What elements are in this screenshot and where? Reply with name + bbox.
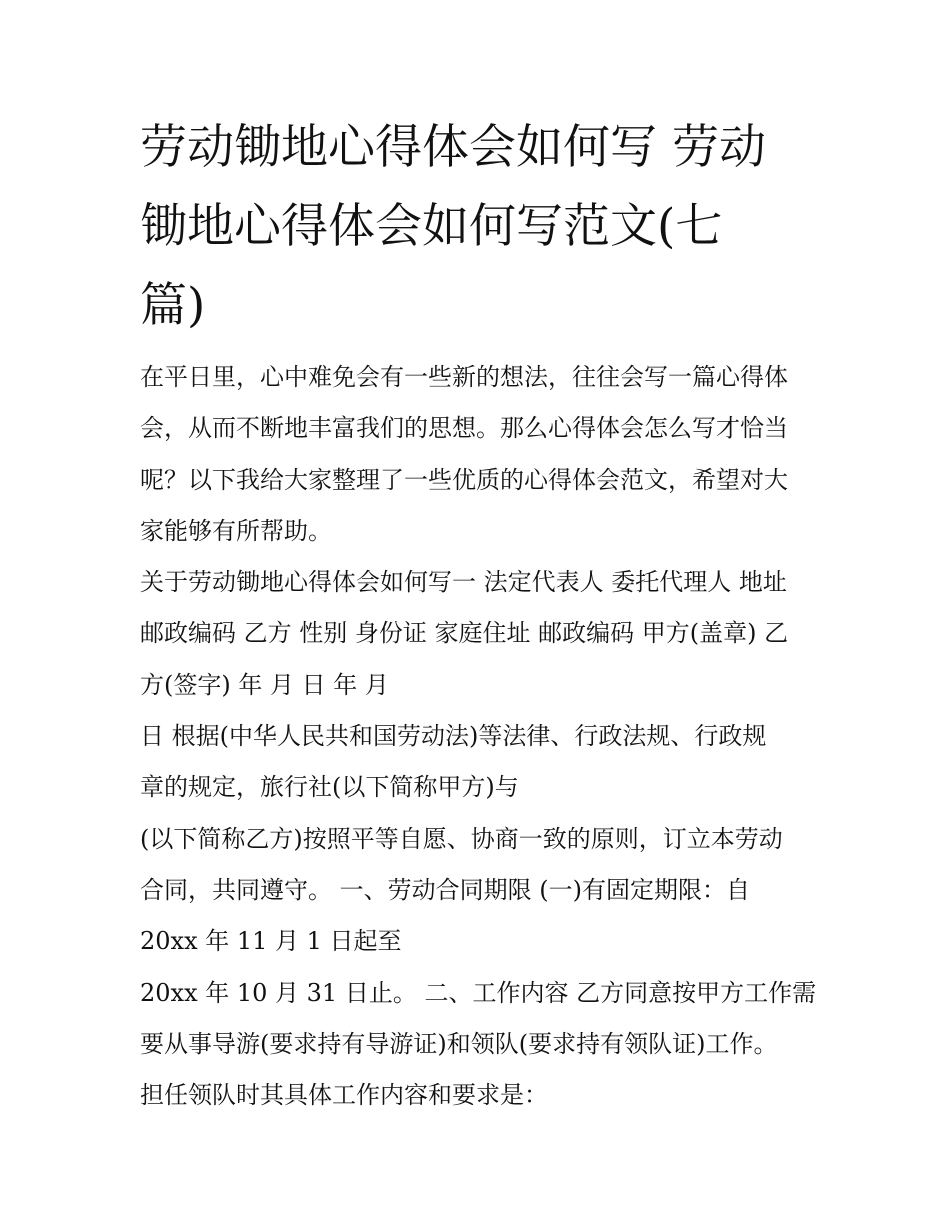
- title-line: 锄地心得体会如何写范文(七: [140, 199, 723, 254]
- document-body: [140, 352, 830, 1121]
- title-line: 劳动锄地心得体会如何写 劳动: [140, 120, 766, 175]
- body-line: 会，从而不断地丰富我们的思想。那么心得体会怎么写才恰当: [140, 414, 788, 443]
- body-line: 关于劳动锄地心得体会如何写一 法定代表人 委托代理人 地址: [140, 568, 787, 597]
- body-line: 20xx 年 10 月 31 日止。 二、工作内容 乙方同意按甲方工作需: [140, 978, 817, 1007]
- body-line: 在平日里，心中难免会有一些新的想法，往往会写一篇心得体: [140, 363, 788, 391]
- document-title: [140, 108, 820, 345]
- body-line: 20xx 年 11 月 1 日起至: [140, 927, 402, 956]
- body-line: 要从事导游(要求持有导游证)和领队(要求持有领队证)工作。: [140, 1029, 778, 1058]
- body-line: 呢？以下我给大家整理了一些优质的心得体会范文，希望对大: [140, 465, 788, 494]
- title-line: 篇): [140, 278, 206, 333]
- body-line: 日 根据(中华人民共和国劳动法)等法律、行政法规、行政规: [140, 722, 767, 751]
- body-line: 合同，共同遵守。 一、劳动合同期限 (一)有固定期限：自: [140, 875, 750, 904]
- body-line: (以下简称乙方)按照平等自愿、协商一致的原则，订立本劳动: [140, 824, 783, 853]
- body-line: 方(签字) 年 月 日 年 月: [140, 670, 389, 699]
- body-line: 章的规定，旅行社(以下简称甲方)与: [140, 773, 519, 802]
- body-line: 邮政编码 乙方 性别 身份证 家庭住址 邮政编码 甲方(盖章) 乙: [140, 619, 789, 648]
- body-line: 担任领队时其具体工作内容和要求是：: [140, 1081, 548, 1110]
- body-line: 家能够有所帮助。: [140, 516, 332, 545]
